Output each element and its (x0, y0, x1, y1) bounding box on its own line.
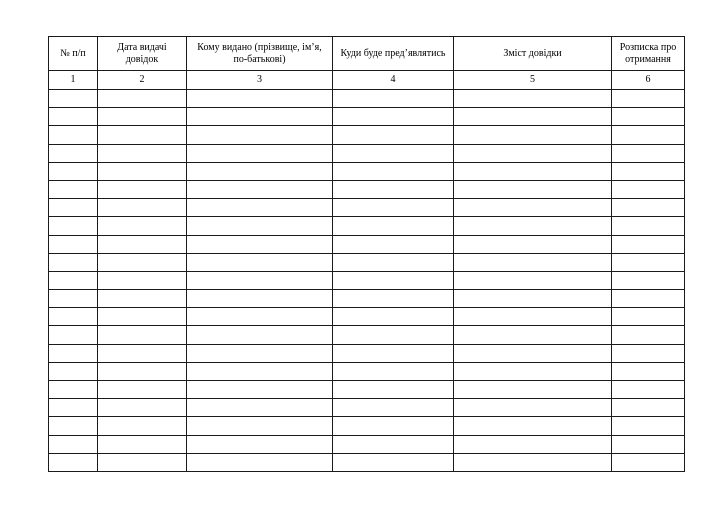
table-cell (49, 290, 98, 308)
table-cell (187, 271, 333, 289)
table-cell (98, 308, 187, 326)
table-cell (454, 144, 612, 162)
column-number-cell: 1 (49, 71, 98, 90)
table-cell (187, 144, 333, 162)
table-cell (98, 271, 187, 289)
table-cell (454, 290, 612, 308)
table-cell (612, 90, 685, 108)
table-row (49, 253, 685, 271)
table-row (49, 271, 685, 289)
table-cell (98, 199, 187, 217)
table-cell (49, 326, 98, 344)
table-cell (454, 344, 612, 362)
table-cell (454, 453, 612, 471)
table-cell (612, 326, 685, 344)
table-cell (98, 235, 187, 253)
table-cell (49, 90, 98, 108)
table-row (49, 90, 685, 108)
table-cell (49, 435, 98, 453)
table-cell (98, 144, 187, 162)
header-cell-destination: Куди буде пред’являтись (333, 37, 454, 71)
table-cell (98, 290, 187, 308)
table-row (49, 290, 685, 308)
table-row (49, 453, 685, 471)
table-cell (454, 362, 612, 380)
table-row (49, 108, 685, 126)
table-cell (612, 399, 685, 417)
table-cell (187, 326, 333, 344)
table-row (49, 362, 685, 380)
table-cell (333, 362, 454, 380)
table-cell (49, 199, 98, 217)
table-cell (454, 417, 612, 435)
table-cell (187, 308, 333, 326)
table-cell (49, 126, 98, 144)
table-cell (454, 308, 612, 326)
table-cell (612, 362, 685, 380)
header-cell-content: Зміст довідки (454, 37, 612, 71)
table-row (49, 126, 685, 144)
table-cell (454, 217, 612, 235)
table-row (49, 417, 685, 435)
table-cell (49, 344, 98, 362)
table-cell (454, 271, 612, 289)
table-row (49, 235, 685, 253)
table-cell (333, 435, 454, 453)
table-cell (98, 180, 187, 198)
table-cell (49, 308, 98, 326)
table-cell (49, 253, 98, 271)
table-cell (612, 180, 685, 198)
table-cell (49, 180, 98, 198)
table-row (49, 217, 685, 235)
table-cell (49, 144, 98, 162)
table-cell (333, 308, 454, 326)
table-cell (187, 435, 333, 453)
column-number-cell: 3 (187, 71, 333, 90)
table-cell (333, 381, 454, 399)
table-row (49, 199, 685, 217)
header-cell-number: № п/п (49, 37, 98, 71)
table-cell (333, 417, 454, 435)
table-cell (98, 344, 187, 362)
table-cell (333, 217, 454, 235)
table-cell (333, 453, 454, 471)
table-cell (454, 180, 612, 198)
table-cell (187, 90, 333, 108)
table-cell (333, 90, 454, 108)
table-cell (454, 381, 612, 399)
table-cell (333, 199, 454, 217)
table-cell (49, 362, 98, 380)
table-cell (98, 217, 187, 235)
table-cell (612, 290, 685, 308)
table-cell (98, 253, 187, 271)
column-number-row (49, 71, 685, 90)
table-cell (98, 326, 187, 344)
table-cell (333, 326, 454, 344)
table-cell (612, 217, 685, 235)
header-cell-receipt-signature: Розписка про отримання (612, 37, 685, 71)
table-cell (333, 253, 454, 271)
table-cell (333, 235, 454, 253)
table-row (49, 144, 685, 162)
table-cell (333, 344, 454, 362)
table-cell (454, 199, 612, 217)
table-row (49, 381, 685, 399)
table-cell (98, 453, 187, 471)
table-cell (187, 253, 333, 271)
table-cell (454, 435, 612, 453)
table-cell (612, 162, 685, 180)
table-cell (612, 344, 685, 362)
table-cell (187, 290, 333, 308)
table-cell (187, 235, 333, 253)
table-cell (187, 453, 333, 471)
table-cell (333, 144, 454, 162)
table-cell (454, 253, 612, 271)
table-cell (187, 199, 333, 217)
header-cell-issue-date: Дата видачі довідок (98, 37, 187, 71)
table-cell (612, 235, 685, 253)
table-cell (333, 271, 454, 289)
column-number-cell: 2 (98, 71, 187, 90)
table-cell (333, 180, 454, 198)
table-cell (49, 271, 98, 289)
table-row (49, 162, 685, 180)
table-cell (187, 217, 333, 235)
table-cell (612, 435, 685, 453)
table-cell (98, 435, 187, 453)
table-cell (454, 126, 612, 144)
table-cell (49, 453, 98, 471)
table-cell (49, 417, 98, 435)
table-cell (612, 453, 685, 471)
table-cell (333, 290, 454, 308)
table-row (49, 399, 685, 417)
table-cell (454, 399, 612, 417)
table-cell (187, 180, 333, 198)
table-row (49, 435, 685, 453)
table-cell (187, 126, 333, 144)
table-cell (612, 126, 685, 144)
table-cell (49, 108, 98, 126)
table-cell (187, 381, 333, 399)
table-cell (612, 271, 685, 289)
table-cell (98, 417, 187, 435)
table-cell (187, 108, 333, 126)
table-row (49, 308, 685, 326)
table-cell (333, 399, 454, 417)
table-cell (49, 235, 98, 253)
table-cell (333, 162, 454, 180)
table-cell (49, 217, 98, 235)
table-row (49, 344, 685, 362)
table-cell (98, 399, 187, 417)
column-number-cell: 6 (612, 71, 685, 90)
table-cell (98, 108, 187, 126)
table-cell (98, 381, 187, 399)
table-cell (333, 108, 454, 126)
table-cell (187, 162, 333, 180)
table-cell (187, 362, 333, 380)
table-cell (187, 399, 333, 417)
table-cell (612, 199, 685, 217)
certificate-register-table (48, 36, 685, 472)
table-cell (612, 417, 685, 435)
table-cell (612, 144, 685, 162)
table-cell (612, 381, 685, 399)
table-cell (49, 162, 98, 180)
table-cell (98, 362, 187, 380)
header-cell-issued-to: Кому видано (прізвище, ім’я, по-батькові) (187, 37, 333, 71)
column-number-cell: 5 (454, 71, 612, 90)
table-cell (454, 235, 612, 253)
table-cell (454, 108, 612, 126)
table-cell (333, 126, 454, 144)
table-cell (98, 162, 187, 180)
table-row (49, 326, 685, 344)
table-cell (612, 108, 685, 126)
table-cell (187, 344, 333, 362)
column-number-cell: 4 (333, 71, 454, 90)
table-cell (187, 417, 333, 435)
table-cell (49, 381, 98, 399)
table-cell (49, 399, 98, 417)
table-cell (612, 308, 685, 326)
table-cell (98, 126, 187, 144)
table-cell (454, 90, 612, 108)
table-row (49, 180, 685, 198)
table-cell (454, 162, 612, 180)
table-cell (98, 90, 187, 108)
table-cell (612, 253, 685, 271)
table-cell (454, 326, 612, 344)
header-row (49, 37, 685, 71)
